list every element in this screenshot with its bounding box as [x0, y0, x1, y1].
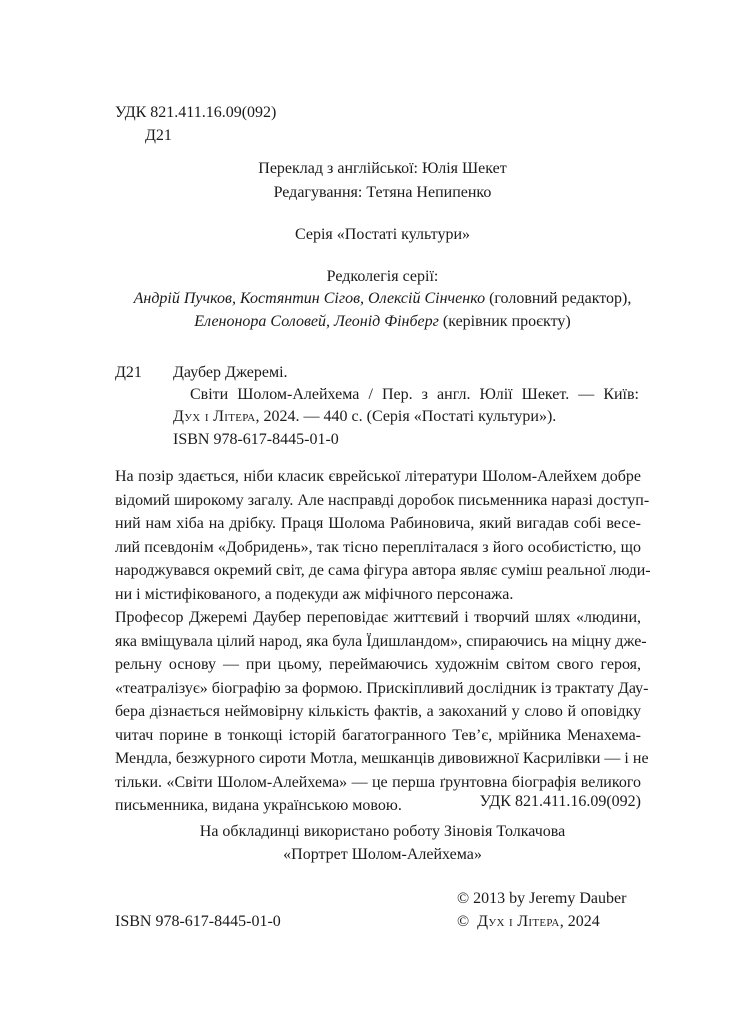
series-line: Серія «Постаті культури»: [295, 226, 470, 243]
copyright-author: © 2013 by Jeremy Dauber: [457, 890, 627, 907]
catalog-title-line: Світи Шолом-Алейхема / Пер. з англ. Юлії Шекет. — Київ:: [190, 386, 639, 403]
board-title: Редколегія серії:: [326, 268, 439, 285]
cover-credit-line-2: «Портрет Шолом-Алейхема»: [283, 846, 482, 863]
abstract-line: читач порине в тонкощі історій багатогранного Тев’є, мрійника Менахема-: [115, 726, 641, 744]
board-role-2: (керівник проєкту): [438, 313, 571, 330]
catalog-code: Д21: [115, 364, 142, 381]
catalog-isbn: ISBN 978-617-8445-01-0: [173, 431, 339, 448]
board-line-2: [0, 313, 755, 331]
author-code: Д21: [145, 127, 172, 144]
copyright-publisher-line: [457, 913, 600, 931]
catalog-author: Даубер Джеремі.: [173, 364, 288, 381]
footer-udk: УДК 821.411.16.09(092): [479, 793, 641, 810]
copyright-symbol: ©: [457, 913, 470, 930]
udk-code: УДК 821.411.16.09(092): [115, 104, 277, 121]
board-names-2: Еленонора Соловей, Леонід Фінберг: [194, 313, 439, 330]
abstract-line: народжувався окремий світ, де сама фігура автора являє суміш реальної люди-: [115, 562, 651, 579]
bottom-isbn: ISBN 978-617-8445-01-0: [115, 913, 281, 930]
abstract-line: письменника, видана українською мовою.: [115, 797, 402, 814]
abstract-line: яка вміщувала цілий народ, яка була Їдишландом», спираючись на міцну дже-: [115, 632, 647, 650]
abstract-line: бера дізнається неймовірну кількість фактів, а закоханий у слово й оповідку: [115, 703, 641, 720]
abstract-line: Мендла, безжурного сироти Мотла, мешканців дивовижної Касрилівки — і не: [115, 750, 649, 767]
abstract-paragraph-2: [115, 606, 649, 818]
catalog-publisher-line: [173, 408, 556, 426]
abstract-line: рельну основу — при цьому, переймаючись художнім світом свого героя,: [115, 656, 641, 673]
copyright-year: , 2024: [559, 913, 600, 930]
abstract-line: На позір здається, ніби класик єврейської літератури Шолом-Алейхем добре: [115, 468, 641, 485]
abstract-line: «театралізує» біографію за формою. Прискіпливий дослідник із трактату Дау-: [115, 679, 649, 697]
abstract-line: Професор Джеремі Даубер переповідає життєвий і творчий шлях «людини,: [115, 609, 641, 626]
translation-credit: Переклад з англійської: Юлія Шекет: [258, 160, 507, 177]
cover-credit-line-1: На обкладинці використано роботу Зіновія Толкачова: [199, 823, 566, 840]
copyright-publisher: Дух і Літера: [477, 913, 560, 930]
abstract-paragraph-1: [115, 465, 651, 606]
catalog-publisher: Дух і Літера: [173, 408, 256, 425]
editing-credit: Редагування: Тетяна Непипенко: [273, 184, 492, 201]
board-role-1: (головний редактор),: [485, 290, 632, 307]
abstract-line: ни і містифікованого, а подекуди аж міфічного персонажа.: [115, 585, 514, 603]
abstract-line: відомий широкому загалу. Але насправді доробок письменника наразі доступ-: [115, 491, 650, 509]
catalog-publisher-rest: , 2024. — 440 с. (Серія «Постаті культури»).: [255, 408, 557, 425]
board-line-1: [0, 290, 755, 308]
board-names-1: Андрій Пучков, Костянтин Сігов, Олексій Сінченко: [133, 290, 486, 307]
abstract-line: ний нам хіба на дрібку. Праця Шолома Рабиновича, який вигадав собі весе-: [115, 515, 641, 532]
abstract-line: тільки. «Світи Шолом-Алейхема» — це перша ґрунтовна біографія великого: [115, 773, 641, 791]
abstract-line: лий псевдонім «Добридень», так тісно перепліталася з його особистістю, що: [115, 538, 641, 556]
